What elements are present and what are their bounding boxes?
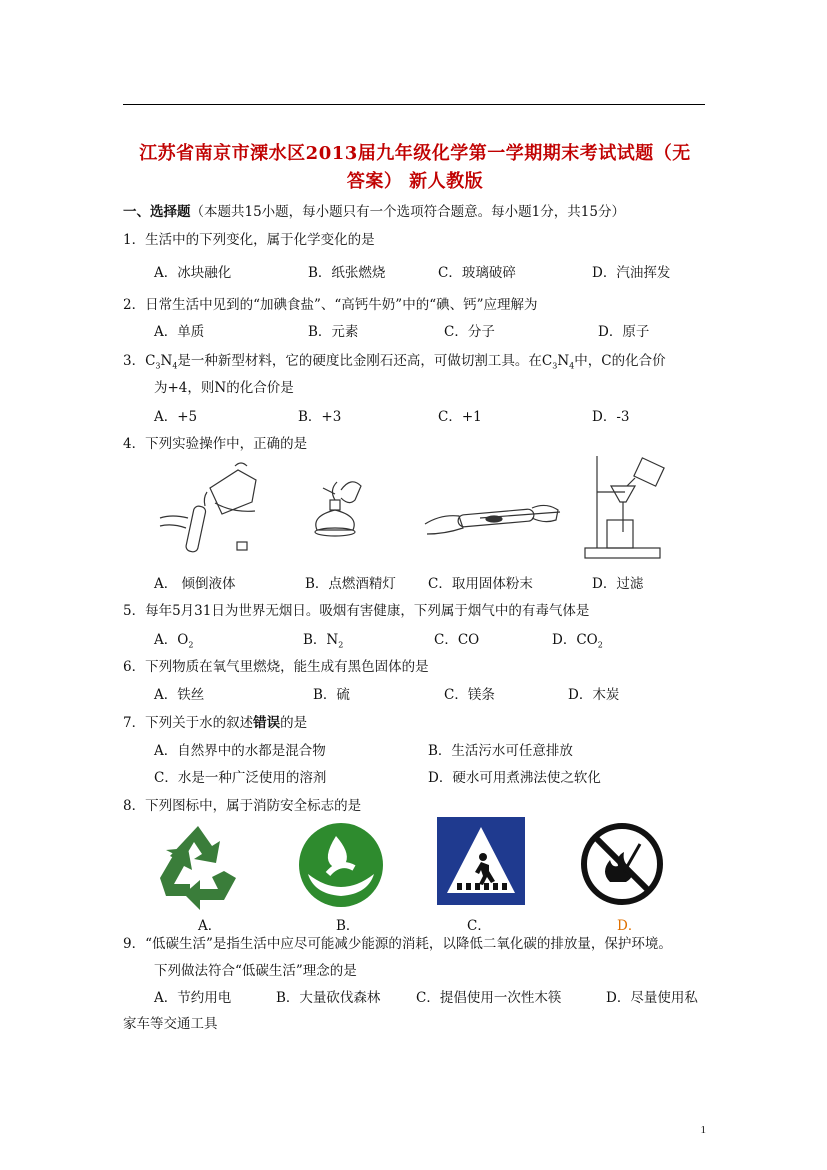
q1-option-a: A．冰块融化 [154, 265, 232, 281]
section-heading [123, 200, 625, 220]
q5-option-a-text: A．O [154, 632, 189, 648]
q6-option-c: C．镁条 [444, 687, 495, 703]
q7-text: 7．下列关于水的叙述 [123, 715, 254, 731]
solid-powder-illustration [420, 498, 570, 550]
q4-option-b: B．点燃酒精灯 [305, 576, 396, 592]
q7-text: 的是 [280, 715, 308, 731]
q9-option-d: D．尽量使用私 [606, 990, 698, 1006]
q2-option-c: C．分子 [444, 324, 495, 340]
q3-text: 是一种新型材料，它的硬度比金刚石还高，可做切割工具。在C [177, 353, 553, 369]
q8-option-d: D． [617, 918, 642, 934]
q3-sub: 4 [172, 361, 178, 371]
q7-option-c: C．水是一种广泛使用的溶剂 [154, 770, 327, 786]
q5-option-a [154, 628, 193, 650]
q3-option-b: B．+3 [298, 409, 342, 425]
water-saving-icon [298, 822, 384, 908]
q3-sub: 3 [552, 361, 558, 371]
q6-stem: 6．下列物质在氧气里燃烧，能生成有黑色固体的是 [123, 659, 429, 675]
q6-option-b: B．硫 [313, 687, 350, 703]
q5-option-d [552, 628, 603, 650]
q9-stem: 9．“低碳生活”是指生活中应尽可能减少能源的消耗，以降低二氧化碳的排放量，保护环境。 [123, 936, 672, 952]
q5-option-b [303, 628, 343, 650]
q1-option-c: C．玻璃破碎 [438, 265, 516, 281]
q3-stem-line-2: 为+4，则N的化合价是 [154, 380, 294, 396]
q1-option-b: B．纸张燃烧 [308, 265, 386, 281]
q5-option-d-sub: 2 [597, 640, 603, 650]
title-line-2: 答案） 新人教版 [346, 171, 484, 192]
q2-option-d: D．原子 [598, 324, 650, 340]
alcohol-lamp-illustration [305, 470, 365, 545]
q8-option-b: B． [336, 918, 360, 934]
q3-text: 中，C的化合价 [574, 353, 666, 369]
q9-option-b: B．大量砍伐森林 [276, 990, 381, 1006]
q3-text: N [557, 353, 570, 369]
q8-option-c: C． [467, 918, 491, 934]
pour-liquid-illustration [155, 458, 270, 558]
q7-emphasis: 错误 [253, 715, 281, 731]
q3-stem [123, 349, 666, 371]
q8-option-a: A． [198, 918, 222, 934]
q4-option-a: A． 倾倒液体 [154, 576, 236, 592]
q4-option-c: C．取用固体粉末 [428, 576, 533, 592]
q4-stem: 4．下列实验操作中，正确的是 [123, 436, 308, 452]
page-title [120, 140, 710, 196]
q7-option-b: B．生活污水可任意排放 [428, 743, 573, 759]
q5-option-b-text: B．N [303, 632, 339, 648]
q4-option-d: D．过滤 [592, 576, 644, 592]
q3-option-d: D．-3 [592, 409, 630, 425]
q3-option-a: A．+5 [154, 409, 198, 425]
q9-option-a: A．节约用电 [154, 990, 232, 1006]
q5-option-c: C．CO [434, 632, 480, 648]
q1-stem: 1．生活中的下列变化，属于化学变化的是 [123, 232, 375, 248]
q3-text: N [160, 353, 173, 369]
header-rule [123, 104, 705, 105]
q8-stem: 8．下列图标中，属于消防安全标志的是 [123, 798, 362, 814]
q3-sub: 4 [569, 361, 575, 371]
pedestrian-crossing-icon [437, 817, 525, 905]
q2-option-b: B．元素 [308, 324, 359, 340]
q6-option-a: A．铁丝 [154, 687, 205, 703]
q2-option-a: A．单质 [154, 324, 205, 340]
title-line-1: 江苏省南京市溧水区2013届九年级化学第一学期期末考试试题（无 [139, 143, 691, 164]
q2-stem: 2．日常生活中见到的“加碘食盐”、“高钙牛奶”中的“碘、钙”应理解为 [123, 297, 538, 313]
q7-stem [123, 711, 307, 731]
recycle-icon [152, 820, 244, 912]
q9-option-d-continued: 家车等交通工具 [123, 1016, 218, 1032]
filtration-illustration [575, 452, 680, 562]
q7-option-a: A．自然界中的水都是混合物 [154, 743, 326, 759]
section-label: 一、选择题 [123, 204, 191, 220]
q3-option-c: C．+1 [438, 409, 482, 425]
q9-stem-line-2: 下列做法符合“低碳生活”理念的是 [154, 963, 357, 979]
no-open-flame-icon [580, 822, 664, 906]
page-number: 1 [700, 1124, 706, 1136]
q1-option-d: D．汽油挥发 [592, 265, 671, 281]
q9-option-c: C．提倡使用一次性木筷 [416, 990, 562, 1006]
section-note: （本题共15小题，每小题只有一个选项符合题意。每小题1分，共15分） [190, 204, 625, 220]
q3-sub: 3 [155, 361, 161, 371]
q3-text: 3．C [123, 353, 156, 369]
q5-option-d-text: D．CO [552, 632, 598, 648]
q5-stem: 5．每年5月31日为世界无烟日。吸烟有害健康，下列属于烟气中的有毒气体是 [123, 603, 590, 619]
q5-option-a-sub: 2 [188, 640, 194, 650]
q6-option-d: D．木炭 [568, 687, 620, 703]
q7-option-d: D．硬水可用煮沸法使之软化 [428, 770, 601, 786]
q5-option-b-sub: 2 [338, 640, 344, 650]
